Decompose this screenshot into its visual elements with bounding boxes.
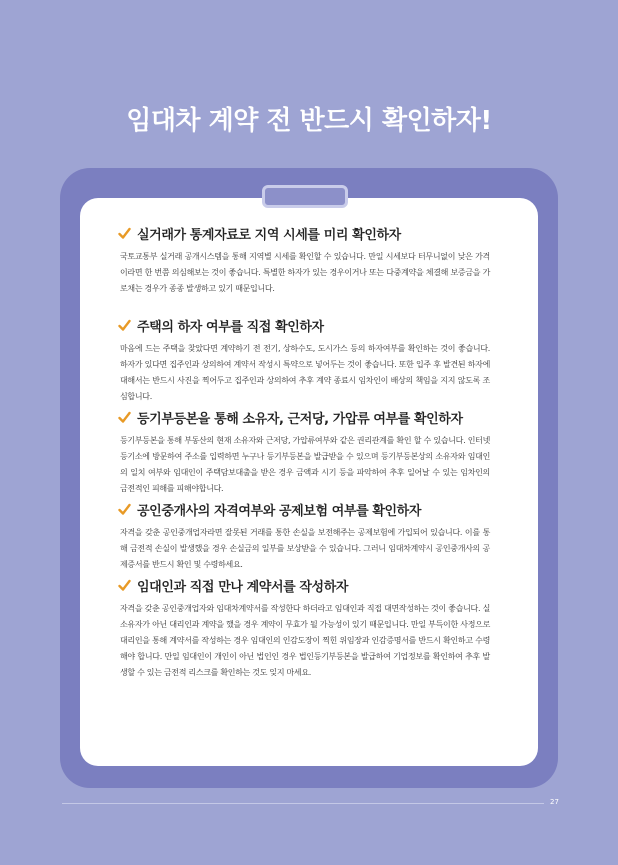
footer-divider xyxy=(62,803,544,804)
section-defects xyxy=(118,316,490,405)
section-heading: 주택의 하자 여부를 직접 확인하자 xyxy=(137,320,324,335)
check-icon xyxy=(118,579,131,592)
section-broker xyxy=(118,500,490,573)
section-heading: 임대인과 직접 만나 계약서를 작성하자 xyxy=(137,580,349,595)
page-number: 27 xyxy=(550,798,559,806)
check-icon xyxy=(118,227,131,240)
page-title: 임대차 계약 전 반드시 확인하자! xyxy=(126,106,492,136)
check-icon xyxy=(118,503,131,516)
check-icon xyxy=(118,411,131,424)
section-landlord xyxy=(118,576,490,681)
check-icon xyxy=(118,319,131,332)
section-heading: 실거래가 통계자료로 지역 시세를 미리 확인하자 xyxy=(137,228,401,243)
section-registry xyxy=(118,408,490,497)
clipboard-clip xyxy=(262,185,348,208)
section-market-price xyxy=(118,224,490,297)
section-body: 자격을 갖춘 공인중개업자라면 잘못된 거래를 통한 손실을 보전해주는 공제보험에 가입되어 있습니다. 이를 통해 금전적 손실이 발생했을 경우 손실금의 일부를 보상받을 수 있습니다. 그러니 임대차계약시 공인중개사의 공제증서를 반드시 확인 및 수령하세요. xyxy=(120,528,490,569)
section-body: 자격을 갖춘 공인중개업자와 임대차계약서를 작성한다 하더라고 임대인과 직접 대면작성하는 것이 좋습니다. 실소유자가 아닌 대리인과 계약을 했을 경우 계약이 무효가 될 가능성이 있기 때문입니다. 만일 부득이한 사정으로 대리인을 통해 계약서를 작성하는 경우 임대인의 인감도장이 찍힌 위임장과 인감증명서를 반드시 확인하고 수령해야 합니다. 만일 임대인이 개인이 아닌 법인인 경우 법인등기부등본을 발급하여 기업정보를 확인하여 추후 발생할 수 있는 금전적 리스크를 확인하는 것도 잊지 마세요. xyxy=(120,604,490,677)
section-body: 마음에 드는 주택을 찾았다면 계약하기 전 전기, 상하수도, 도시가스 등의 하자여부를 확인하는 것이 좋습니다. 하자가 있다면 집주인과 상의하여 계약서 작성시 특약으로 넣어두는 것이 좋습니다. 또한 입주 후 발견된 하자에 대해서는 반드시 사진을 찍어두고 집주인과 상의하여 추후 계약 종료시 임차인이 배상의 책임을 지지 않도록 조심합니다. xyxy=(120,344,490,401)
section-body: 등기부등본을 통해 부동산의 현재 소유자와 근저당, 가압류여부와 같은 권리관계를 확인 할 수 있습니다. 인터넷등기소에 방문하여 주소를 입력하면 누구나 등기부등본을 발급받을 수 있으며 등기부등본상의 소유자와 임대인의 일치 여부와 임대인이 주택담보대출을 받은 경우 금액과 시기 등을 파악하여 추후 일어날 수 있는 임차인의 금전적인 피해를 피해야합니다. xyxy=(120,436,490,493)
section-heading: 공인중개사의 자격여부와 공제보험 여부를 확인하자 xyxy=(137,504,421,519)
section-heading: 등기부등본을 통해 소유자, 근저당, 가압류 여부를 확인하자 xyxy=(137,412,463,427)
section-body: 국토교통부 실거래 공개시스템을 통해 지역별 시세를 확인할 수 있습니다. 만일 시세보다 터무니없이 낮은 가격이라면 한 번쯤 의심해보는 것이 좋습니다. 특별한 하자가 있는 경우이거나 또는 다중계약을 체결해 보증금을 가로채는 경우가 종종 발생하고 있기 때문입니다. xyxy=(120,252,490,293)
